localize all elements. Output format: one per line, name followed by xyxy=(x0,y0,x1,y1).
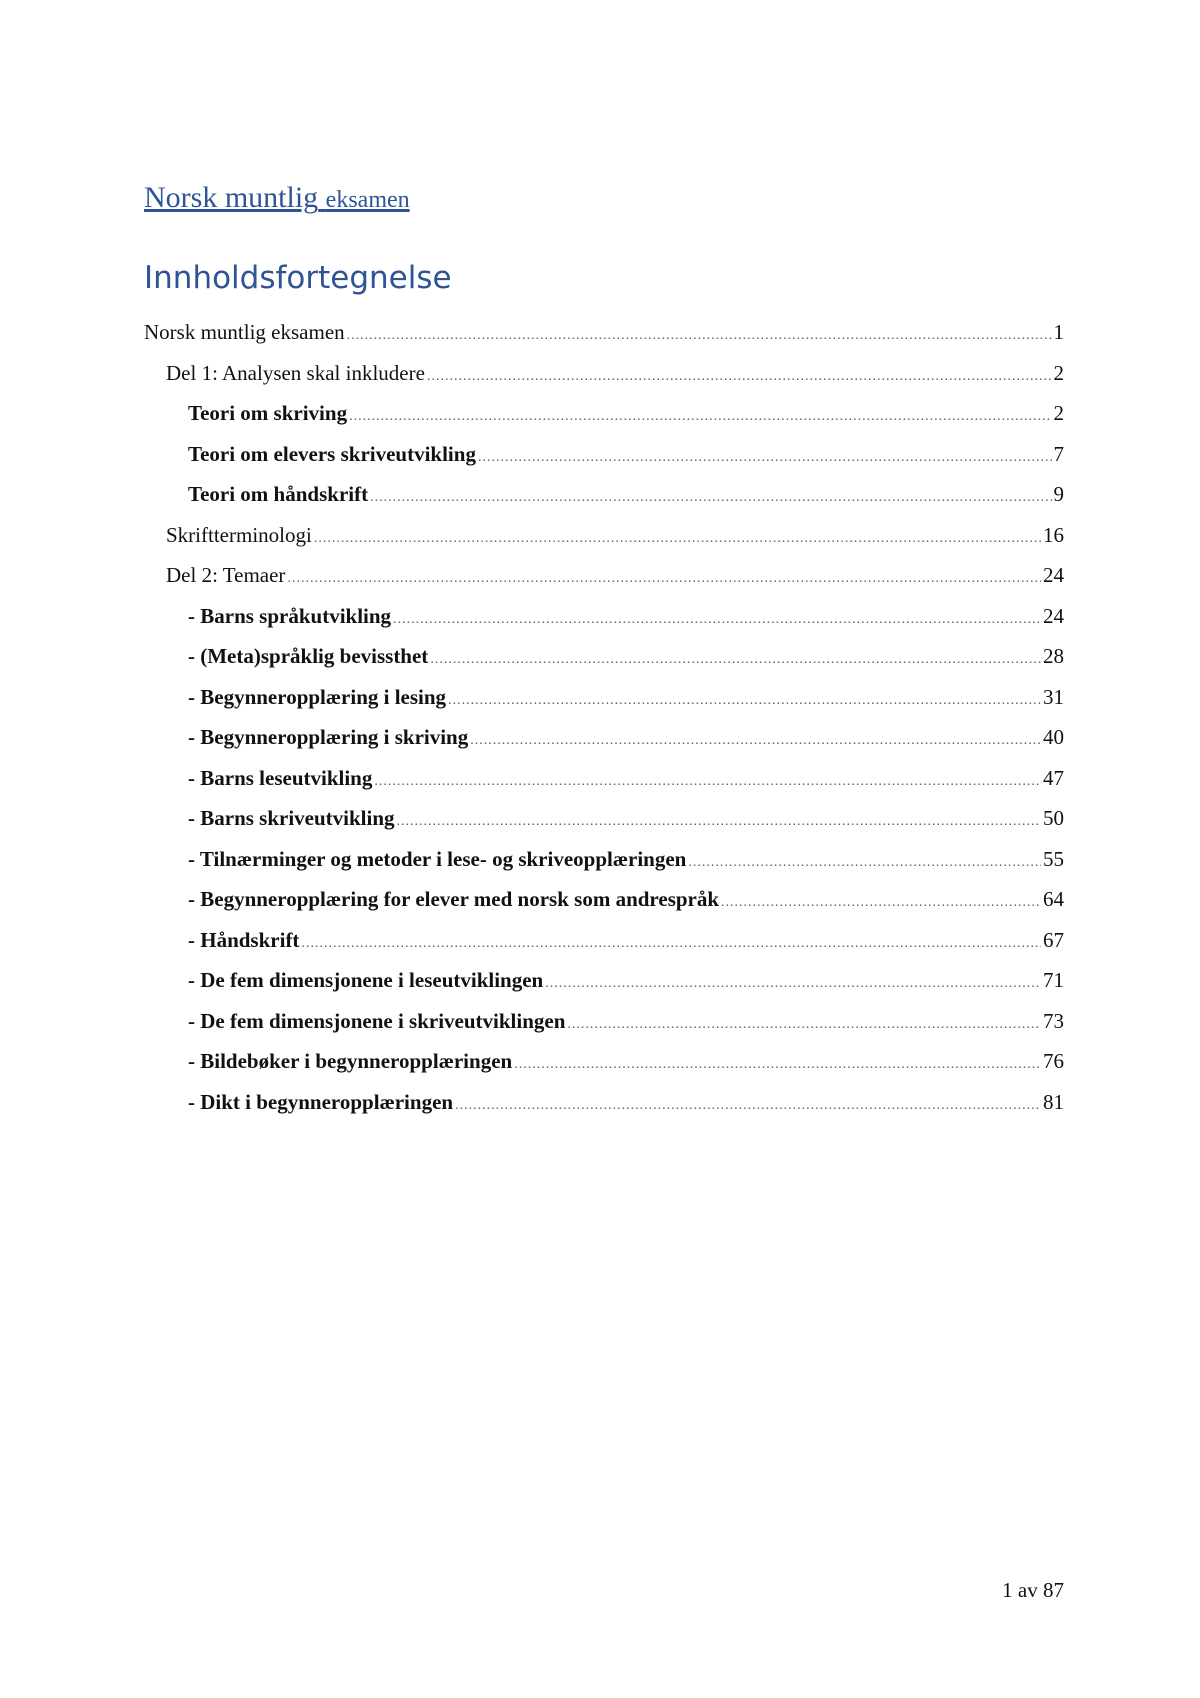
toc-entry-label: - Barns leseutvikling xyxy=(188,765,373,790)
toc-entry[interactable] xyxy=(0,677,1200,718)
document-title-link[interactable] xyxy=(144,178,410,220)
toc-entry-label: - Begynneropplæring i skriving xyxy=(188,725,469,749)
toc-entry-page-number: 71 xyxy=(1043,968,1064,992)
toc-dot-leader xyxy=(470,721,1041,762)
toc-entry-label: - Begynneropplæring for elever med norsk som andrespråk xyxy=(188,887,720,911)
toc-entry-page-number: 31 xyxy=(1043,684,1064,709)
toc-dot-leader xyxy=(314,519,1041,560)
toc-entry[interactable] xyxy=(0,434,1200,475)
toc-entry[interactable] xyxy=(0,1041,1200,1082)
toc-dot-leader xyxy=(347,316,1052,357)
toc-entry-label: - De fem dimensjonene i skriveutviklingen xyxy=(188,1008,566,1033)
toc-entry-label: - Dikt i begynneropplæringen xyxy=(188,1089,454,1114)
toc-dot-leader xyxy=(688,843,1041,884)
toc-entry[interactable] xyxy=(0,474,1200,515)
toc-entry-label: - Begynneropplæring i lesing xyxy=(188,684,447,709)
toc-entry[interactable] xyxy=(0,1082,1200,1123)
toc-entry-label: - De fem dimensjonene i leseutviklingen xyxy=(188,968,544,992)
toc-dot-leader xyxy=(349,397,1051,438)
toc-entry-page-number: 64 xyxy=(1043,887,1064,911)
toc-entry-page-number: 1 xyxy=(1053,320,1064,344)
toc-dot-leader xyxy=(448,681,1041,722)
toc-entry[interactable] xyxy=(0,555,1200,596)
toc-entry-page-number: 76 xyxy=(1043,1049,1064,1073)
toc-entry[interactable] xyxy=(0,393,1200,434)
toc-dot-leader xyxy=(478,438,1052,479)
document-title-main: Norsk muntlig xyxy=(144,181,319,214)
toc-entry-page-number: 67 xyxy=(1043,927,1064,952)
toc-entry-label: - Bildebøker i begynneropplæringen xyxy=(188,1049,513,1073)
toc-dot-leader xyxy=(301,924,1041,965)
document-title-small: eksamen xyxy=(325,187,410,213)
toc-dot-leader xyxy=(455,1086,1041,1127)
toc-entry[interactable] xyxy=(0,312,1200,353)
toc-dot-leader xyxy=(430,640,1041,681)
toc-entry-label: Norsk muntlig eksamen xyxy=(144,320,345,344)
toc-dot-leader xyxy=(427,357,1052,398)
toc-entry-page-number: 28 xyxy=(1043,644,1064,668)
toc-entry[interactable] xyxy=(0,353,1200,394)
toc-entry-page-number: 24 xyxy=(1043,563,1064,587)
toc-entry[interactable] xyxy=(0,920,1200,961)
toc-entry[interactable] xyxy=(0,798,1200,839)
toc-dot-leader xyxy=(397,802,1041,843)
toc-entry-page-number: 2 xyxy=(1053,401,1064,425)
toc-entry[interactable] xyxy=(0,960,1200,1001)
toc-dot-leader xyxy=(721,883,1041,924)
toc-entry-label: Teori om elevers skriveutvikling xyxy=(188,441,476,466)
toc-entry-page-number: 55 xyxy=(1043,846,1064,871)
toc-entry-label: Teori om håndskrift xyxy=(188,482,369,506)
toc-entry[interactable] xyxy=(0,636,1200,677)
toc-entry-page-number: 7 xyxy=(1053,441,1064,466)
toc-entry-label: Teori om skriving xyxy=(188,401,348,425)
toc-heading: Innholdsfortegnelse xyxy=(144,260,452,296)
toc-dot-leader xyxy=(567,1005,1041,1046)
toc-entry-page-number: 2 xyxy=(1053,360,1064,385)
toc-entry-label: - Tilnærminger og metoder i lese- og skriveopplæringen xyxy=(188,846,687,871)
page-number-footer: 1 av 87 xyxy=(1002,1578,1064,1602)
toc-entry-page-number: 16 xyxy=(1043,522,1064,547)
toc-entry-page-number: 9 xyxy=(1053,482,1064,506)
toc-entry[interactable] xyxy=(0,515,1200,556)
toc-entry-page-number: 24 xyxy=(1043,603,1064,628)
toc-dot-leader xyxy=(370,478,1051,519)
toc-entry[interactable] xyxy=(0,839,1200,880)
toc-entry[interactable] xyxy=(0,717,1200,758)
toc-entry[interactable] xyxy=(0,1001,1200,1042)
toc-entry-label: Skriftterminologi xyxy=(166,522,312,547)
toc-dot-leader xyxy=(287,559,1041,600)
toc-entry-page-number: 73 xyxy=(1043,1008,1064,1033)
toc-entry[interactable] xyxy=(0,879,1200,920)
toc-entry-page-number: 47 xyxy=(1043,765,1064,790)
toc-entry-page-number: 40 xyxy=(1043,725,1064,749)
toc-entry-label: - (Meta)språklig bevissthet xyxy=(188,644,429,668)
table-of-contents xyxy=(0,312,1200,1122)
toc-dot-leader xyxy=(393,600,1041,641)
toc-entry-label: Del 2: Temaer xyxy=(166,563,286,587)
toc-entry[interactable] xyxy=(0,758,1200,799)
toc-entry-label: - Barns språkutvikling xyxy=(188,603,392,628)
toc-entry[interactable] xyxy=(0,596,1200,637)
toc-entry-label: Del 1: Analysen skal inkludere xyxy=(166,360,425,385)
toc-dot-leader xyxy=(545,964,1041,1005)
toc-entry-page-number: 81 xyxy=(1043,1089,1064,1114)
toc-dot-leader xyxy=(514,1045,1041,1086)
toc-entry-page-number: 50 xyxy=(1043,806,1064,830)
toc-dot-leader xyxy=(374,762,1041,803)
toc-entry-label: - Barns skriveutvikling xyxy=(188,806,395,830)
toc-entry-label: - Håndskrift xyxy=(188,927,300,952)
